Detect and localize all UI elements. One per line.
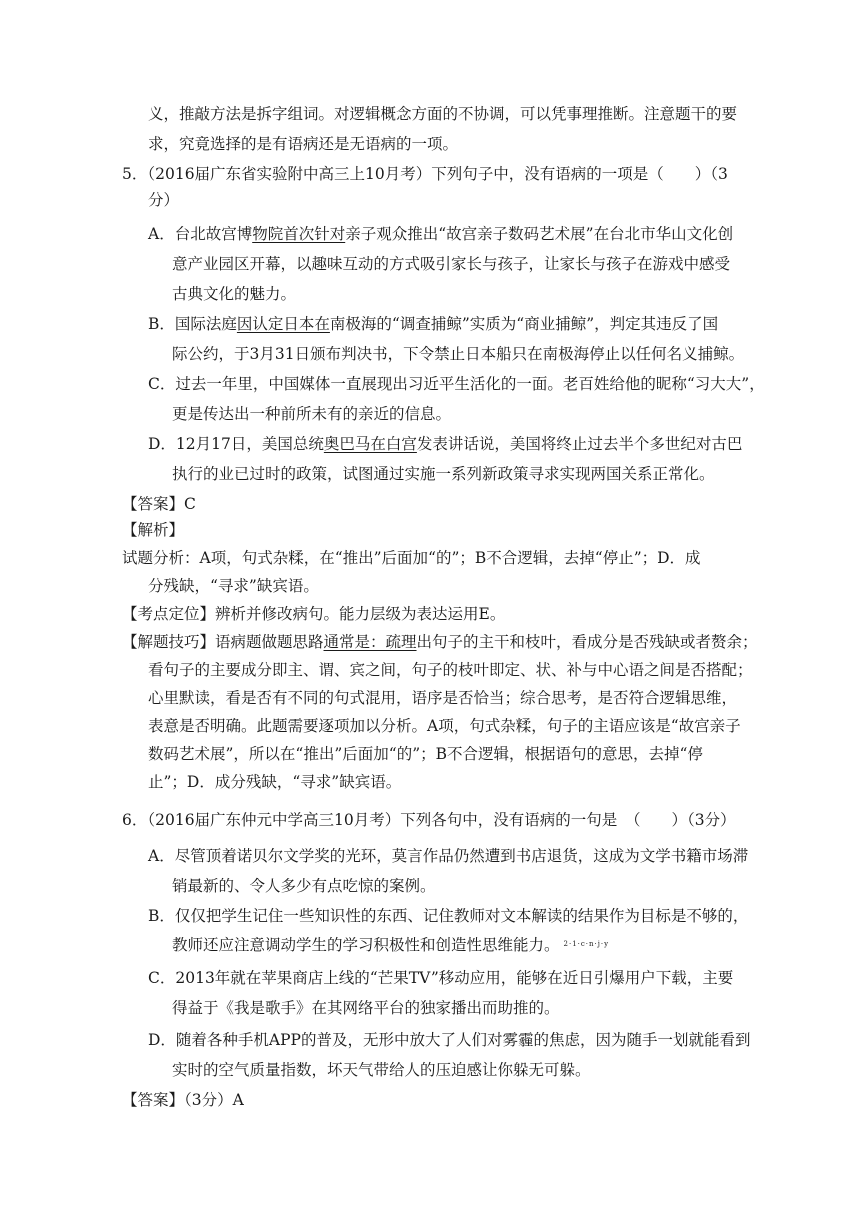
q5-jiqiao-line-2: 看句子的主要成分即主、谓、宾之间，句子的枝叶即定、状、补与中心语之间是否搭配；	[148, 661, 753, 679]
q5-c-line-2: 更是传达出一种前所未有的亲近的信息。	[172, 405, 452, 423]
q5-option-d	[148, 434, 742, 454]
q5-d-line-2: 执行的业已过时的政策，试图通过实施一系列新政策寻求实现两国关系正常化。	[172, 465, 715, 483]
q5-a-text: A．台北故宫博	[148, 225, 253, 243]
q5-option-b	[148, 314, 718, 334]
q5-jiqiao-text-rest: 出句子的主干和枝叶，看成分是否残缺或者赘余；	[416, 633, 758, 651]
q5-jiqiao-underline: 通常是：疏理	[323, 633, 417, 651]
q5-stem-cont: 分）	[148, 191, 180, 209]
q5-jiqiao	[122, 632, 758, 652]
q5-jiqiao-line-5: 数码艺术展”，所以在“推出”后面加“的”；B不合逻辑，根据语句的意思，去掉“停	[148, 745, 703, 763]
q5-option-c: C．过去一年里，中国媒体一直展现出习近平生活化的一面。老百姓给他的昵称“习大大”，	[148, 375, 765, 393]
q5-a-line-2: 意产业园区开幕，以趣味互动的方式吸引家长与孩子，让家长与孩子在游戏中感受	[172, 255, 731, 273]
q6-b-line-2	[172, 934, 609, 955]
q5-b-line-2: 际公约，于3月31日颁布判决书，下令禁止日本船只在南极海停止以任何名义捕鲸。	[172, 345, 745, 363]
q6-option-d: D．随着各种手机APP的普及，无形中放大了人们对雾霾的焦虑，因为随手一划就能看到	[148, 1031, 751, 1049]
q6-stem: 6．（2016届广东仲元中学高三10月考）下列各句中，没有语病的一句是 （ ）（3分）	[122, 811, 736, 829]
q5-analysis-line-1: 试题分析：A项，句式杂糅，在“推出”后面加“的”；B不合逻辑，去掉“停止”；D．成	[122, 549, 701, 567]
q6-option-c: C．2013年就在苹果商店上线的“芒果TV”移动应用，能够在近日引爆用户下载，主要	[148, 969, 734, 987]
q5-b-text: B．国际法庭	[148, 315, 237, 333]
q6-b-text: 教师还应注意调动学生的学习积极性和创造性思维能力。	[172, 936, 560, 954]
q5-a-underline: 物院首次针对	[252, 225, 346, 243]
q6-answer: 【答案】（3分）A	[122, 1091, 244, 1109]
q5-a-text-rest: 亲子观众推出“故宫亲子数码艺术展”在台北市华山文化创	[345, 225, 734, 243]
q5-analysis-title: 【解析】	[122, 521, 185, 539]
q5-jiqiao-line-6: 止”；D．成分残缺，“寻求”缺宾语。	[148, 773, 402, 791]
q5-d-underline: 奥巴马在白宫	[323, 435, 417, 453]
q5-d-text: D．12月17日，美国总统	[148, 435, 324, 453]
q6-option-b: B．仅仅把学生记住一些知识性的东西、记住教师对文本解读的结果作为目标是不够的，	[148, 907, 749, 925]
q5-b-text-rest: 南极海的“调查捕鲸”实质为“商业捕鲸”，判定其违反了国	[329, 315, 719, 333]
watermark-mark: 2·1·c·n·j·y	[563, 940, 610, 948]
q6-option-a: A．尽管顶着诺贝尔文学奖的光环，莫言作品仍然遭到书店退货，这成为文学书籍市场滞	[148, 847, 749, 865]
q5-jiqiao-line-4: 表意是否明确。此题需要逐项加以分析。A项，句式杂糅，句子的主语应该是“故宫亲子	[148, 717, 741, 735]
q5-option-a	[148, 224, 733, 244]
q5-a-line-3: 古典文化的魅力。	[172, 285, 297, 303]
q6-c-line-2: 得益于《我是歌手》在其网络平台的独家播出而助推的。	[172, 999, 560, 1017]
q6-a-line-2: 销最新的、令人多少有点吃惊的案例。	[172, 877, 436, 895]
q5-b-underline: 因认定日本在	[236, 315, 330, 333]
q5-answer: 【答案】C	[122, 495, 196, 513]
q5-d-text-rest: 发表讲话说，美国将终止过去半个多世纪对古巴	[416, 435, 743, 453]
intro-line-2: 求，究竟选择的是有语病还是无语病的一项。	[148, 135, 459, 153]
intro-line-1: 义，推敲方法是拆字组词。对逻辑概念方面的不协调，可以凭事理推断。注意题干的要	[148, 105, 738, 123]
q5-stem: 5．（2016届广东省实验附中高三上10月考）下列句子中，没有语病的一项是（ ）（3	[122, 165, 728, 183]
q5-analysis-line-2: 分残缺，“寻求”缺宾语。	[148, 577, 319, 595]
q5-jiqiao-line-3: 心里默读，看是否有不同的句式混用，语序是否恰当；综合思考，是否符合逻辑思维，	[148, 689, 738, 707]
q5-kaodian: 【考点定位】辨析并修改病句。能力层级为表达运用E。	[122, 605, 506, 623]
q5-jiqiao-text: 【解题技巧】语病题做题思路	[122, 633, 324, 651]
q6-d-line-2: 实时的空气质量指数，坏天气带给人的压迫感让你躲无可躲。	[172, 1061, 591, 1079]
